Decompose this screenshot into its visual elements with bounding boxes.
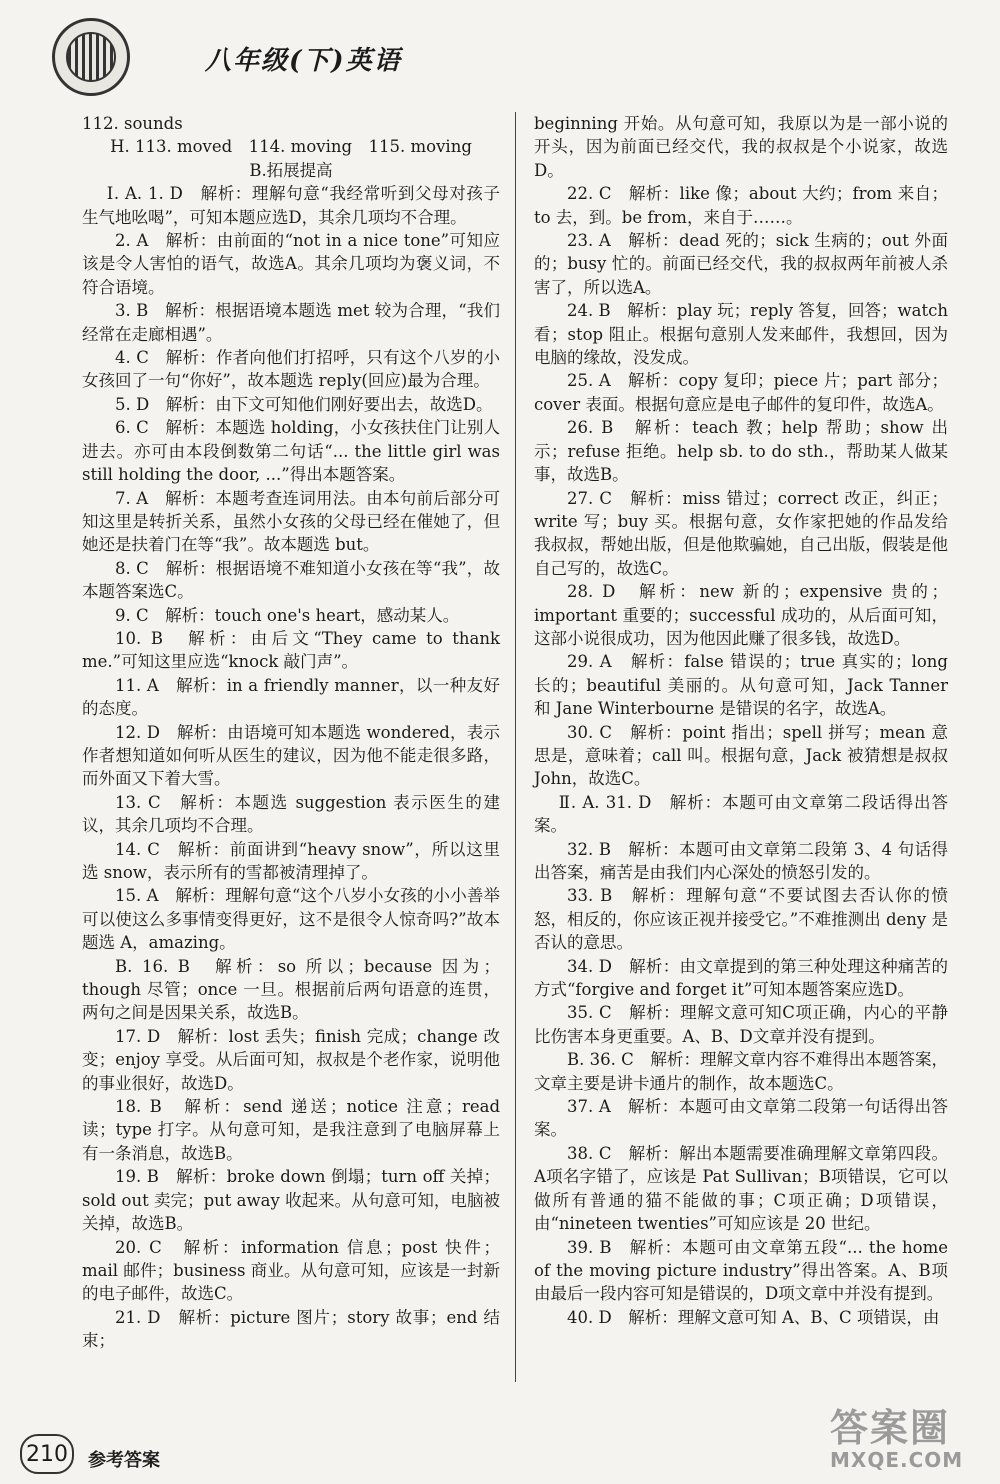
watermark-main-text: 答案圈 [830, 1406, 951, 1450]
answer-paragraph: 12. D 解析：由语境可知本题选 wondered，表示作者想知道如何听从医生的建议，因为他不能走很多路，而外面又下着大雪。 [82, 722, 500, 789]
answer-paragraph: 9. C 解析：touch one's heart，感动某人。 [115, 605, 460, 625]
answer-paragraph: B. 16. B 解析：so 所以；because 因为；though 尽管；once 一旦。根据前后两句语意的连贯，两句之间是因果关系，故选B。 [82, 956, 500, 1023]
answer-paragraph: 7. A 解析：本题考查连词用法。由本句前后部分可知这里是转折关系，虽然小女孩的父母已经在催她了，但她还是扶着门在等“我”。故本题选 but。 [82, 488, 500, 555]
answer-paragraph: 29. A 解析：false 错误的；true 真实的；long 长的；beautiful 美丽的。从句意可知，Jack Tanner 和 Jane Winterbourne 是错误的名字，故选A。 [534, 652, 948, 719]
answer-paragraph: 19. B 解析：broke down 倒塌；turn off 关掉；sold out 卖完；put away 收起来。从句意可知，电脑被关掉，故选B。 [82, 1167, 500, 1234]
answer-paragraph: 37. A 解析：本题可由文章第二段第一句话得出答案。 [534, 1097, 948, 1140]
answer-paragraph: 2. A 解析：由前面的“not in a nice tone”可知应该是令人害怕的语气，故选A。其余几项均为褒义词，不符合语境。 [82, 231, 500, 297]
answer-paragraph: 39. B 解析：本题可由文章第五段“... the home of the moving picture industry”得出答案。A、B项由最后一段内容可知是错误的，D项文章中并没有提到。 [534, 1237, 948, 1304]
answer-paragraph: 17. D 解析：lost 丢失；finish 完成；change 改变；enjoy 享受。从后面可知，叔叔是个老作家，说明他的事业很好，故选D。 [82, 1026, 500, 1093]
answer-paragraph: Ⅱ. A. 31. D 解析：本题可由文章第二段话得出答案。 [534, 792, 948, 836]
answer-column-left [82, 112, 500, 1353]
answer-paragraph: 40. D 解析：理解文意可知 A、B、C 项错误，由 [567, 1307, 940, 1327]
answer-paragraph: Ⅰ. A. 1. D 解析：理解句意“我经常听到父母对孩子生气地吆喝”，可知本题应选D，其余几项均不合理。 [82, 184, 500, 227]
answer-paragraph: 8. C 解析：根据语境不难知道小女孩在等“我”，故本题答案选C。 [82, 558, 500, 602]
answer-paragraph: 5. D 解析：由下文可知他们刚好要出去，故选D。 [115, 394, 493, 414]
answer-paragraph: beginning 开始。从句意可知，我原以为是一部小说的开头，因为前面已经交代，我的叔叔是个小说家，故选D。 [534, 114, 948, 180]
answer-paragraph: 34. D 解析：由文章提到的第三种处理这种痛苦的方式“forgive and forget it”可知本题答案应选D。 [534, 956, 948, 1000]
answer-paragraph: 25. A 解析：copy 复印；piece 片；part 部分；cover 表面。根据句意应是电子邮件的复印件，故选A。 [534, 371, 948, 414]
watermark-sub-text: MXQE.COM [830, 1448, 964, 1472]
answer-paragraph: H. 113. moved 114. moving 115. moving [110, 137, 472, 157]
answer-paragraph: 18. B 解析：send 递送；notice 注意；read 读；type 打字。从句意可知，是我注意到了电脑屏幕上有一条消息，故选B。 [82, 1097, 500, 1163]
watermark-logo [830, 1408, 990, 1480]
answer-paragraph: 20. C 解析：information 信息；post 快件；mail 邮件；business 商业。从句意可知，应该是一封新的电子邮件，故选C。 [82, 1237, 500, 1304]
answer-paragraph: B. 36. C 解析：理解文章内容不难得出本题答案，文章主要是讲卡通片的制作，故本题选C。 [534, 1050, 948, 1093]
seal-emblem-icon [66, 32, 116, 82]
answer-paragraph: 13. C 解析：本题选 suggestion 表示医生的建议，其余几项均不合理。 [82, 792, 500, 836]
answer-paragraph: 22. C 解析：like 像；about 大约；from 来自；to 去，到。be from，来自于……。 [534, 184, 948, 227]
page-header [0, 0, 1000, 110]
answer-paragraph: 32. B 解析：本题可由文章第二段第 3、4 句话得出答案，痛苦是由我们内心深处的愤怒引发的。 [534, 839, 948, 882]
answer-paragraph: 3. B 解析：根据语境本题选 met 较为合理，“我们经常在走廊相遇”。 [82, 301, 500, 344]
answer-paragraph: 15. A 解析：理解句意“这个八岁小女孩的小小善举可以使这么多事情变得更好，这不是很令人惊奇吗?”故本题选 A，amazing。 [82, 886, 500, 953]
answer-paragraph: 30. C 解析：point 指出；spell 拼写；mean 意思是，意味着；call 叫。根据句意，Jack 被猜想是叔叔 John，故选C。 [534, 722, 948, 789]
answer-column-right [534, 112, 948, 1329]
answer-paragraph: 24. B 解析：play 玩；reply 答复，回答；watch 看；stop 阻止。根据句意别人发来邮件，我想回，因为电脑的缘故，没发成。 [534, 301, 948, 368]
answer-paragraph: 27. C 解析：miss 错过；correct 改正，纠正；write 写；buy 买。根据句意，女作家把她的作品发给我叔叔，帮她出版，但是他欺骗她，自己出版，假装是他自己写的，故选C。 [534, 488, 948, 578]
answer-paragraph: 6. C 解析：本题选 holding，小女孩扶住门让别人进去。亦可由本段倒数第二句话“... the little girl was still holding the door, ...”得出本题答案。 [82, 418, 500, 485]
answer-paragraph: 23. A 解析：dead 死的；sick 生病的；out 外面的；busy 忙的。前面已经交代，我的叔叔两年前被人杀害了，所以选A。 [534, 231, 948, 297]
answer-paragraph: 26. B 解析：teach 教；help 帮助；show 出示；refuse 拒绝。help sb. to do sth.，帮助某人做某事，故选B。 [534, 418, 948, 485]
answer-paragraph: 28. D 解析：new 新的；expensive 贵的；important 重要的；successful 成功的，从后面可知，这部小说很成功，因为他因此赚了很多钱，故选D。 [534, 582, 948, 648]
column-divider [515, 112, 516, 1382]
answer-paragraph: 10. B 解析：由后文“They came to thank me.”可知这里应选“knock 敲门声”。 [82, 628, 500, 672]
page-number: 210 [20, 1434, 74, 1474]
answer-paragraph: 14. C 解析：前面讲到“heavy snow”，所以这里选 snow，表示所有的雪都被清理掉了。 [82, 839, 500, 882]
answer-paragraph: 33. B 解析：理解句意“不要试图去否认你的愤怒，相反的，你应该正视并接受它。”不难推测出 deny 是否认的意思。 [534, 886, 948, 953]
series-seal-logo [52, 18, 130, 96]
answer-paragraph: 21. D 解析：picture 图片；story 故事；end 结束； [82, 1307, 500, 1351]
answer-paragraph: 38. C 解析：解出本题需要准确理解文章第四段。A项名字错了，应该是 Pat Sullivan；B项错误，它可以做所有普通的猫不能做的事；C项正确；D项错误，由“nineteen twenties”可知应该是 20 世纪。 [534, 1143, 948, 1234]
answer-paragraph: 112. sounds [82, 114, 183, 133]
answer-paragraph: 11. A 解析：in a friendly manner，以一种友好的态度。 [82, 675, 500, 719]
answer-paragraph: 4. C 解析：作者向他们打招呼，只有这个八岁的小女孩回了一句“你好”，故本题选 reply(回应)最为合理。 [82, 348, 500, 391]
footer-label: 参考答案 [88, 1450, 160, 1471]
answer-paragraph: B.拓展提高 [249, 160, 333, 180]
answer-paragraph: 35. C 解析：理解文意可知C项正确，内心的平静比伤害本身更重要。A、B、D文章并没有提到。 [534, 1003, 948, 1046]
page-title: 八年级(下)英语 [205, 46, 402, 76]
